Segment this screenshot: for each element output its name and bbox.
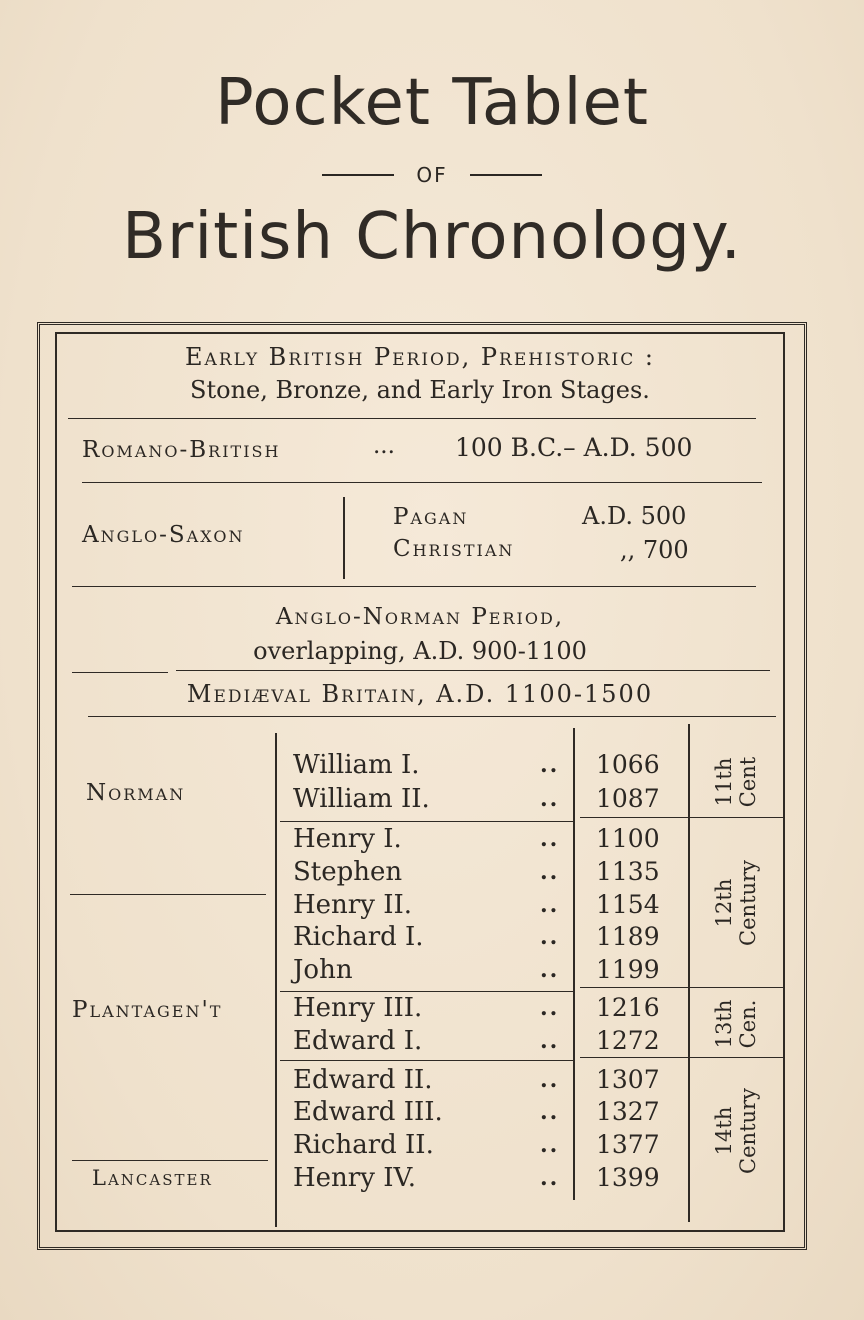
century-word: Cent bbox=[736, 756, 760, 808]
king-name: William II. bbox=[293, 784, 430, 814]
leader-dots: .. bbox=[540, 995, 560, 1021]
century-number: 12th bbox=[712, 878, 736, 928]
title-line-1: Pocket Tablet bbox=[215, 66, 649, 140]
anglo-norman-text: Anglo-Norman Period, bbox=[275, 604, 565, 630]
century-word: Century bbox=[736, 1088, 760, 1174]
anglo-norman-line-2: overlapping, A.D. 900-1100 bbox=[253, 637, 587, 665]
divider bbox=[72, 1160, 268, 1161]
king-year: 1377 bbox=[596, 1130, 660, 1159]
century-word: Century bbox=[736, 860, 760, 946]
king-year: 1216 bbox=[596, 993, 660, 1022]
divider bbox=[70, 894, 266, 895]
century-13th bbox=[712, 983, 760, 1065]
king-name: Richard I. bbox=[293, 922, 424, 952]
house-plantagenet: Plantagen't bbox=[72, 997, 223, 1023]
early-british-text-1: Early British Period, Prehistoric : bbox=[185, 343, 655, 371]
medieval-text: Mediæval Britain, A.D. 1100-1500 bbox=[186, 680, 654, 708]
century-column-rule bbox=[688, 724, 690, 1222]
house-norman: Norman bbox=[86, 780, 186, 806]
king-name: Henry IV. bbox=[293, 1163, 416, 1193]
king-year: 1087 bbox=[596, 784, 660, 813]
leader-dots: .. bbox=[540, 1067, 560, 1093]
divider bbox=[176, 670, 770, 671]
title-line-2: British Chronology. bbox=[122, 200, 742, 274]
anglo-norman-line-1 bbox=[60, 604, 780, 630]
king-name: Stephen bbox=[293, 857, 403, 887]
rule-right bbox=[470, 174, 542, 176]
leader-dots: .. bbox=[540, 1099, 560, 1125]
early-british-line-2: Stone, Bronze, and Early Iron Stages. bbox=[190, 376, 650, 404]
leader-dots: .. bbox=[540, 892, 560, 918]
pagan-date: A.D. 500 bbox=[582, 502, 687, 530]
romano-british-dates: 100 B.C.– A.D. 500 bbox=[455, 433, 693, 462]
house-lancaster: Lancaster bbox=[92, 1166, 213, 1190]
leader-dots: .. bbox=[540, 752, 560, 778]
of-word: OF bbox=[416, 163, 448, 187]
leader-dots: .. bbox=[540, 859, 560, 885]
medieval-heading bbox=[60, 680, 780, 708]
divider bbox=[68, 418, 756, 419]
divider bbox=[82, 482, 762, 483]
anglo-saxon-separator bbox=[343, 497, 345, 579]
century-11th bbox=[712, 736, 760, 828]
king-name: Henry I. bbox=[293, 824, 402, 854]
early-british-line-1 bbox=[60, 343, 780, 371]
king-year: 1399 bbox=[596, 1163, 660, 1192]
century-number: 14th bbox=[712, 1106, 736, 1156]
century-14th bbox=[712, 1060, 760, 1202]
romano-british-label: Romano-British bbox=[82, 437, 281, 463]
divider bbox=[280, 1060, 574, 1061]
king-name: William I. bbox=[293, 750, 420, 780]
divider bbox=[280, 991, 574, 992]
king-year: 1272 bbox=[596, 1026, 660, 1055]
king-name: Edward II. bbox=[293, 1065, 433, 1095]
king-year: 1100 bbox=[596, 824, 660, 853]
king-year: 1307 bbox=[596, 1065, 660, 1094]
leader-dots: .. bbox=[540, 826, 560, 852]
king-year: 1066 bbox=[596, 750, 660, 779]
king-name: Edward I. bbox=[293, 1026, 423, 1056]
leader-dots: .. bbox=[540, 786, 560, 812]
king-name: Henry II. bbox=[293, 890, 412, 920]
century-word: Cen. bbox=[736, 999, 760, 1049]
king-year: 1199 bbox=[596, 955, 660, 984]
christian-date: ,, 700 bbox=[620, 536, 689, 564]
king-name: Richard II. bbox=[293, 1130, 434, 1160]
pagan-label: Pagan bbox=[393, 504, 469, 530]
year-column-rule bbox=[573, 728, 575, 1200]
divider bbox=[72, 672, 168, 673]
leader-dots: .. bbox=[540, 1028, 560, 1054]
house-column-rule bbox=[275, 733, 277, 1227]
century-number: 11th bbox=[712, 757, 736, 807]
king-year: 1327 bbox=[596, 1097, 660, 1126]
romano-british-dots: ... bbox=[373, 433, 395, 459]
king-year: 1189 bbox=[596, 922, 660, 951]
king-name: Henry III. bbox=[293, 993, 423, 1023]
century-number: 13th bbox=[712, 999, 736, 1049]
divider bbox=[280, 821, 574, 822]
king-name: Edward III. bbox=[293, 1097, 443, 1127]
divider bbox=[72, 586, 756, 587]
rule-left bbox=[322, 174, 394, 176]
leader-dots: .. bbox=[540, 957, 560, 983]
king-year: 1154 bbox=[596, 890, 660, 919]
leader-dots: .. bbox=[540, 1132, 560, 1158]
king-name: John bbox=[293, 955, 353, 985]
century-12th bbox=[712, 832, 760, 974]
christian-label: Christian bbox=[393, 536, 515, 562]
divider bbox=[88, 716, 776, 717]
anglo-saxon-label: Anglo-Saxon bbox=[82, 522, 245, 548]
of-divider bbox=[0, 160, 864, 190]
leader-dots: .. bbox=[540, 924, 560, 950]
king-year: 1135 bbox=[596, 857, 660, 886]
leader-dots: .. bbox=[540, 1165, 560, 1191]
